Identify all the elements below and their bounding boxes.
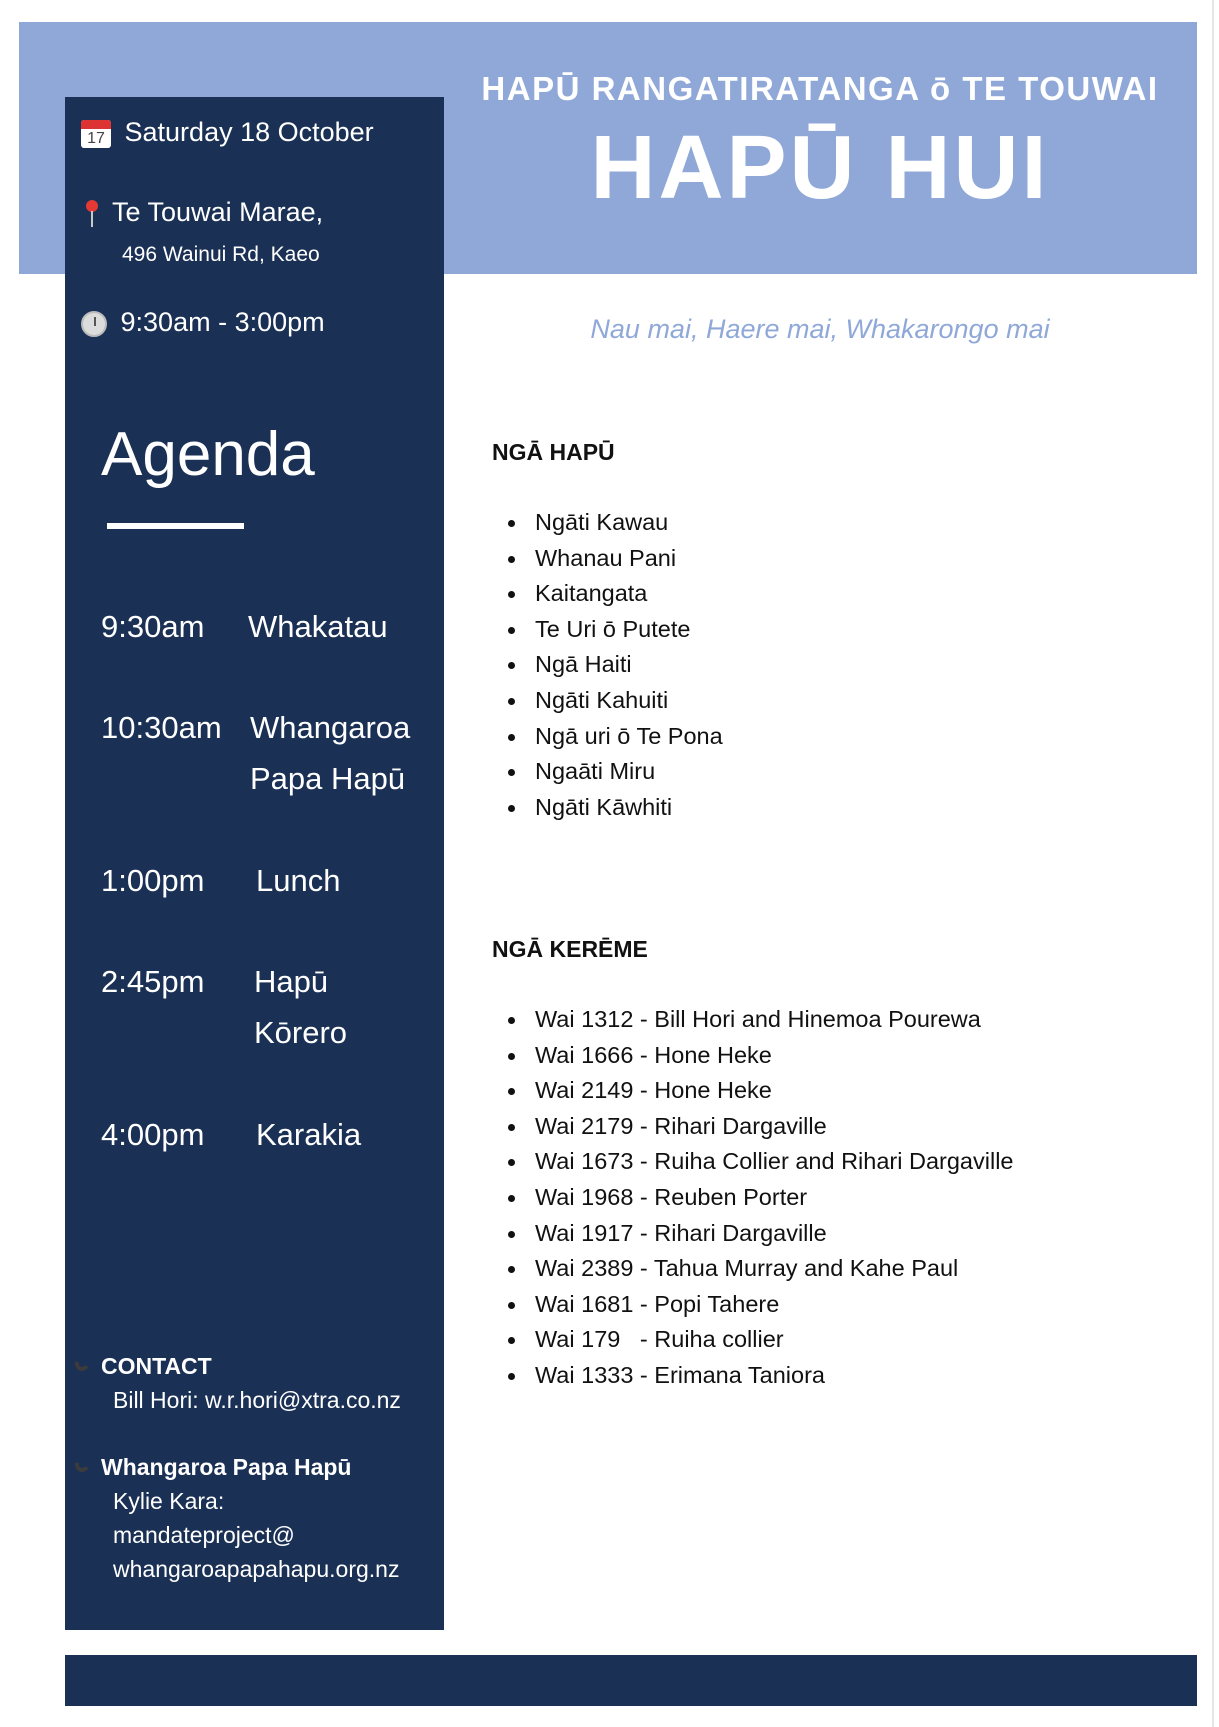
list-item: Ngā uri ō Te Pona xyxy=(500,719,723,755)
contact-email[interactable]: Bill Hori: w.r.hori@xtra.co.nz xyxy=(113,1387,401,1413)
contact-heading-papa-hapu: Whangaroa Papa Hapū xyxy=(101,1454,352,1480)
list-item: Ngaāti Miru xyxy=(500,754,723,790)
list-item: Ngāti Kāwhiti xyxy=(500,790,723,826)
hapu-heading: NGĀ HAPŪ xyxy=(492,439,615,465)
page-edge xyxy=(1212,0,1214,1727)
event-venue-text: Te Touwai Marae, xyxy=(112,197,324,227)
event-date xyxy=(81,117,374,148)
list-item: Wai 1917 - Rihari Dargaville xyxy=(500,1216,1013,1252)
event-time xyxy=(81,307,325,338)
agenda-time: 1:00pm xyxy=(101,863,205,898)
list-item: Wai 1673 - Ruiha Collier and Rihari Dargaville xyxy=(500,1144,1013,1180)
event-date-text: Saturday 18 October xyxy=(124,117,374,147)
agenda-label: Whakatau xyxy=(248,609,388,644)
location-pin-icon xyxy=(85,200,99,228)
welcome-message: Nau mai, Haere mai, Whakarongo mai xyxy=(590,314,1050,344)
list-item: Wai 1333 - Erimana Taniora xyxy=(500,1358,1013,1394)
event-address: 496 Wainui Rd, Kaeo xyxy=(122,243,320,266)
list-item: Wai 1312 - Bill Hori and Hinemoa Pourewa xyxy=(500,1002,1013,1038)
footer-bar xyxy=(65,1655,1197,1706)
event-time-text: 9:30am - 3:00pm xyxy=(120,307,325,337)
list-item: Wai 1681 - Popi Tahere xyxy=(500,1287,1013,1323)
banner-subtitle: HAPŪ RANGATIRATANGA ō TE TOUWAI xyxy=(481,70,1159,107)
agenda-time: 10:30am xyxy=(101,710,222,745)
list-item: Wai 2179 - Rihari Dargaville xyxy=(500,1109,1013,1145)
clock-icon xyxy=(81,311,107,337)
list-item: Wai 1968 - Reuben Porter xyxy=(500,1180,1013,1216)
list-item: Wai 179 - Ruiha collier xyxy=(500,1322,1013,1358)
list-item: Kaitangata xyxy=(500,576,723,612)
agenda-time: 2:45pm xyxy=(101,964,205,999)
event-venue xyxy=(85,197,323,228)
kereme-heading: NGĀ KERĒME xyxy=(492,936,648,962)
contact-name: Kylie Kara: xyxy=(113,1488,225,1514)
list-item: Ngā Haiti xyxy=(500,647,723,683)
list-item: Ngāti Kahuiti xyxy=(500,683,723,719)
agenda-divider xyxy=(107,523,244,529)
list-item: Wai 1666 - Hone Heke xyxy=(500,1038,1013,1074)
agenda-label: Whangaroa Papa Hapū xyxy=(250,710,411,796)
agenda-label: Hapū Kōrero xyxy=(254,964,348,1050)
kereme-list xyxy=(500,1002,1013,1394)
contact-email-line2[interactable]: whangaroapapahapu.org.nz xyxy=(113,1556,400,1582)
agenda-label: Lunch xyxy=(256,863,341,898)
list-item: Ngāti Kawau xyxy=(500,505,723,541)
agenda-title: Agenda xyxy=(101,420,315,489)
agenda-label: Karakia xyxy=(256,1117,362,1152)
phone-icon xyxy=(73,1355,93,1375)
hapu-list xyxy=(500,505,723,825)
list-item: Wai 2389 - Tahua Murray and Kahe Paul xyxy=(500,1251,1013,1287)
contact-heading: CONTACT xyxy=(101,1353,212,1379)
agenda-time: 9:30am xyxy=(101,609,205,644)
agenda-time: 4:00pm xyxy=(101,1117,205,1152)
list-item: Wai 2149 - Hone Heke xyxy=(500,1073,1013,1109)
contact-email-line1[interactable]: mandateproject@ xyxy=(113,1522,295,1548)
phone-icon xyxy=(73,1456,93,1476)
page-title: HAPŪ HUI xyxy=(590,118,1050,218)
list-item: Te Uri ō Putete xyxy=(500,612,723,648)
list-item: Whanau Pani xyxy=(500,541,723,577)
calendar-icon: 17 xyxy=(81,120,111,148)
sidebar xyxy=(65,97,444,1630)
